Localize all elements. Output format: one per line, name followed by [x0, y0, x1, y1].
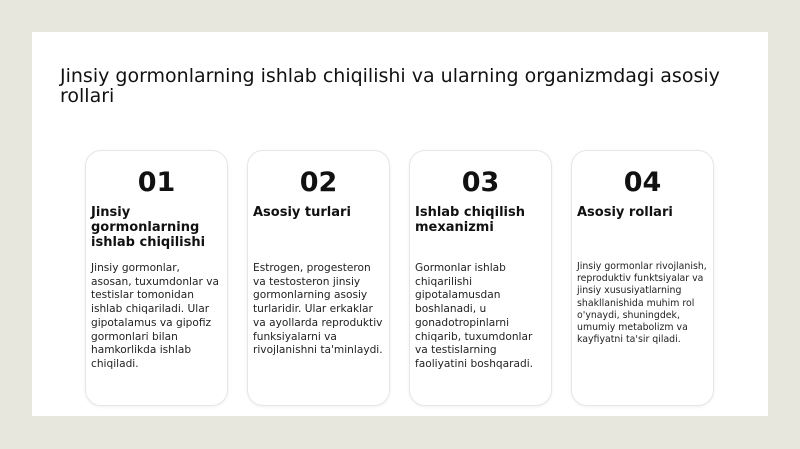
card-3	[409, 150, 552, 406]
card-number: 03	[461, 167, 500, 198]
card-2	[247, 150, 390, 406]
slide	[32, 32, 768, 416]
card-heading: Asosiy rollari	[577, 205, 673, 220]
card-heading: Jinsiy gormonlarning ishlab chiqilishi	[91, 205, 206, 250]
card-1	[85, 150, 228, 406]
card-number: 02	[299, 167, 338, 198]
card-text: Estrogen, progesteron va testosteron jinsiy gormonlarning asosiy turlaridir. Ular erkaklar va ayollarda reproduktiv funksiyalarni va rivojlanishni ta'minlaydi.	[253, 262, 383, 357]
slide-title: Jinsiy gormonlarning ishlab chiqilishi va ularning organizmdagi asosiy rollari	[60, 65, 720, 107]
card-heading: Ishlab chiqilish mexanizmi	[415, 205, 525, 235]
card-4	[571, 150, 714, 406]
card-text: Jinsiy gormonlar rivojlanish, reproduktiv funktsiyalar va jinsiy xususiyatlarning shakllanishida muhim rol o'ynaydi, shuningdek, umumiy metabolizm va kayfiyatni ta'sir qiladi.	[577, 261, 707, 346]
card-text: Jinsiy gormonlar, asosan, tuxumdonlar va testislar tomonidan ishlab chiqariladi. Ular gipotalamus va gipofiz gormonlari bilan hamkorlikda ishlab chiqiladi.	[91, 262, 219, 370]
card-heading: Asosiy turlari	[253, 205, 351, 220]
card-text: Gormonlar ishlab chiqarilishi gipotalamusdan boshlanadi, u gonadotropinlarni chiqarib, tuxumdonlar va testislarning faoliyatini boshqaradi.	[415, 262, 534, 370]
card-number: 04	[623, 167, 662, 198]
card-number: 01	[137, 167, 176, 198]
